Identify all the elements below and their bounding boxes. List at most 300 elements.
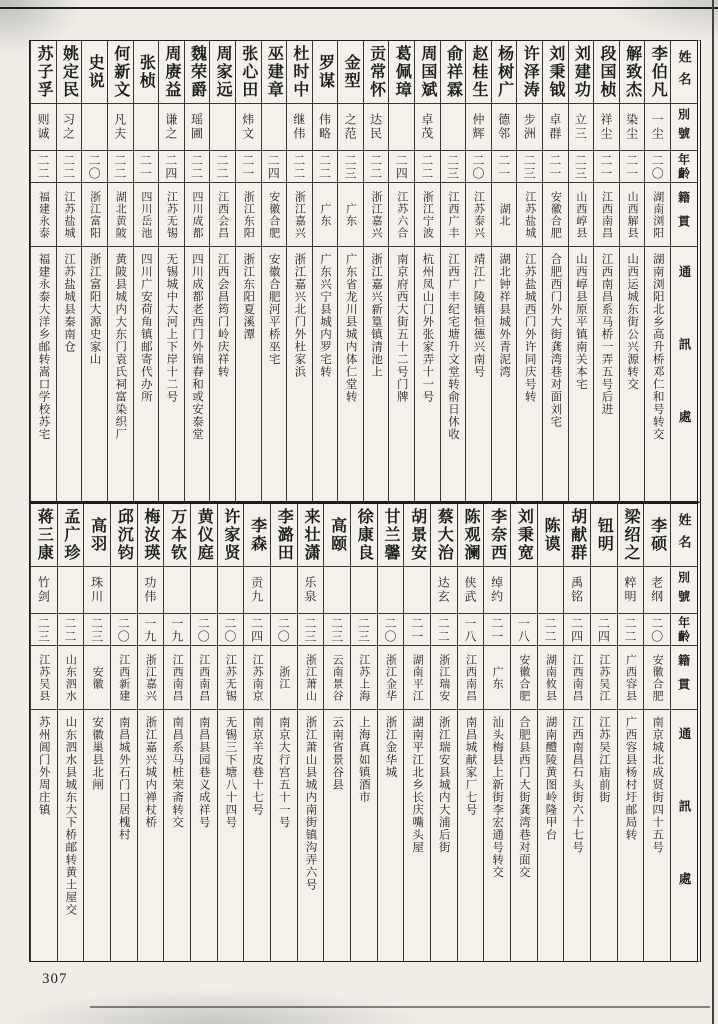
person-alias <box>511 566 537 613</box>
person-age: 二〇 <box>218 613 244 645</box>
entry-column <box>483 504 510 961</box>
person-age: 二四 <box>564 613 590 645</box>
entry-column <box>261 41 287 501</box>
person-address: 苏州阊门外周庄镇 <box>31 709 57 961</box>
column-header-alias: 別號 <box>671 103 697 150</box>
person-address: 四川成都老西门外锦春和或安泰堂 <box>185 246 210 501</box>
entry-column <box>590 504 617 961</box>
person-age: 二二 <box>31 150 56 182</box>
person-native-place: 浙江东阳 <box>236 182 261 246</box>
person-address: 浙江瑞安县城内大浦后街 <box>431 709 457 961</box>
person-age: 二〇 <box>191 613 217 645</box>
person-address: 南京府西大街五十二号门牌 <box>389 246 414 501</box>
person-age: 二三 <box>338 150 363 182</box>
person-address: 上海真如镇酒市 <box>351 709 377 961</box>
person-age: 二二 <box>431 613 457 645</box>
person-alias <box>404 566 430 613</box>
entry-column <box>83 504 110 961</box>
person-alias: 伟略 <box>313 103 338 150</box>
person-address: 江苏盐城县秦南仓 <box>57 246 82 501</box>
person-native-place: 安徽合肥 <box>644 645 670 709</box>
person-address: 南昌县园巷义成祥号 <box>191 709 217 961</box>
person-alias <box>58 566 84 613</box>
person-alias: 炜文 <box>236 103 261 150</box>
person-name: 贡常怀 <box>367 45 385 99</box>
entry-column <box>137 504 164 961</box>
person-age: 二三 <box>569 150 594 182</box>
person-alias: 达民 <box>364 103 389 150</box>
person-name: 解致杰 <box>623 45 641 99</box>
person-age: 二四 <box>262 150 287 182</box>
person-age: 二一 <box>236 150 261 182</box>
person-address: 南昌城献家厂七号 <box>458 709 484 961</box>
person-native-place: 江苏泰兴 <box>466 182 491 246</box>
person-alias: 仲辉 <box>466 103 491 150</box>
person-name: 万本钦 <box>168 508 186 562</box>
person-address: 安徽合肥河平桥巫宅 <box>262 246 287 501</box>
person-native-place: 江西南昌 <box>594 182 619 246</box>
person-name: 刘秉宽 <box>515 508 533 562</box>
person-age: 二三 <box>31 613 57 645</box>
person-address: 江西南昌系马桥一弄五号后进 <box>594 246 619 501</box>
person-age: 二〇 <box>82 150 107 182</box>
person-address: 山西崞县原平镇南关本宅 <box>569 246 594 501</box>
person-age: 二三 <box>517 150 542 182</box>
entry-column <box>57 504 84 961</box>
entry-column <box>542 41 568 501</box>
person-address: 福建永泰大洋乡邮转嵩口学校苏宅 <box>31 246 56 501</box>
person-alias: 习之 <box>57 103 82 150</box>
person-native-place: 湖北黄陂 <box>108 182 133 246</box>
entry-column <box>644 41 670 501</box>
person-name: 史说 <box>86 54 104 90</box>
person-name: 胡景安 <box>408 508 426 562</box>
entry-column <box>403 504 430 961</box>
person-age: 二二 <box>538 613 564 645</box>
person-address: 杭州凤山门外张家弄十一号 <box>415 246 440 501</box>
person-age: 二二 <box>210 150 235 182</box>
person-address: 南昌城外石门口居槐村 <box>111 709 137 961</box>
person-native-place: 浙江嘉兴 <box>364 182 389 246</box>
person-age: 二一 <box>492 150 517 182</box>
person-address: 浙江金华城 <box>378 709 404 961</box>
person-age: 二一 <box>404 613 430 645</box>
entry-column <box>457 504 484 961</box>
person-alias: 珠川 <box>84 566 110 613</box>
person-alias <box>389 103 414 150</box>
entry-column <box>563 504 590 961</box>
person-native-place: 江苏吴江 <box>591 645 617 709</box>
person-address: 南京大行宫五十一号 <box>271 709 297 961</box>
person-name: 陈观澜 <box>461 508 479 562</box>
person-native-place: 浙江萧山 <box>298 645 324 709</box>
person-alias <box>378 566 404 613</box>
person-age: 一八 <box>511 613 537 645</box>
person-native-place: 广西容县 <box>618 645 644 709</box>
person-name: 周家远 <box>214 45 232 99</box>
person-alias <box>591 566 617 613</box>
person-address: 浙江嘉兴新篁镇清池上 <box>364 246 389 501</box>
person-name: 俞祥霖 <box>444 45 462 99</box>
person-address: 南京羊皮巷十七号 <box>244 709 270 961</box>
entry-column <box>209 41 235 501</box>
person-age: 二四 <box>591 613 617 645</box>
column-header-age: 年齡 <box>671 613 697 645</box>
person-age: 二〇 <box>645 150 670 182</box>
person-address: 湖南平江北乡长庆嘴头屋 <box>404 709 430 961</box>
person-alias: 凡夫 <box>108 103 133 150</box>
entry-column <box>297 504 324 961</box>
person-native-place: 浙江金华 <box>378 645 404 709</box>
person-age: 二二 <box>287 150 312 182</box>
entry-column <box>619 41 645 501</box>
person-age: 二三 <box>298 613 324 645</box>
entry-column <box>430 504 457 961</box>
person-name: 胡献群 <box>568 508 586 562</box>
person-address: 广西容县杨村圩邮局转 <box>618 709 644 961</box>
column-header-address: 通訊處 <box>671 246 697 501</box>
person-alias: 老纲 <box>644 566 670 613</box>
person-age: 二一 <box>543 150 568 182</box>
person-native-place: 江苏吴县 <box>31 645 57 709</box>
column-header-native: 籍貫 <box>671 645 697 709</box>
entry-column <box>388 41 414 501</box>
person-alias: 竹剑 <box>31 566 57 613</box>
person-alias <box>164 566 190 613</box>
person-alias: 一尘 <box>645 103 670 150</box>
person-native-place: 浙江嘉兴 <box>138 645 164 709</box>
person-age: 一八 <box>458 613 484 645</box>
person-name: 周赓益 <box>162 45 180 99</box>
person-alias: 之范 <box>338 103 363 150</box>
person-address: 浙江嘉兴北门外杜家浜 <box>287 246 312 501</box>
person-native-place: 浙江瑞安 <box>431 645 457 709</box>
person-address: 汕头梅县上新街李宏通号转交 <box>484 709 510 961</box>
entry-column <box>568 41 594 501</box>
person-alias: 卓茂 <box>415 103 440 150</box>
column-header-alias: 別號 <box>671 566 697 613</box>
person-native-place: 江西会昌 <box>210 182 235 246</box>
person-alias <box>218 566 244 613</box>
person-native-place: 四川岳池 <box>134 182 159 246</box>
person-alias: 禹铭 <box>564 566 590 613</box>
person-name: 许泽涛 <box>521 45 539 99</box>
person-name: 蔡大治 <box>435 508 453 562</box>
person-native-place: 江西南昌 <box>191 645 217 709</box>
person-address: 江苏盐城西门外许同庆号转 <box>517 246 542 501</box>
entry-column <box>377 504 404 961</box>
entry-column <box>440 41 466 501</box>
person-name: 孟广珍 <box>61 508 79 562</box>
person-name: 刘建功 <box>572 45 590 99</box>
person-alias: 祥尘 <box>594 103 619 150</box>
person-alias: 粹明 <box>618 566 644 613</box>
person-address: 无锡三下塘八十四号 <box>218 709 244 961</box>
person-address: 江苏吴江庙前街 <box>591 709 617 961</box>
entry-column <box>30 41 56 501</box>
person-native-place: 江苏无锡 <box>218 645 244 709</box>
entry-column <box>190 504 217 961</box>
entry-column <box>312 41 338 501</box>
person-alias: 德邻 <box>492 103 517 150</box>
person-alias <box>538 566 564 613</box>
entry-column <box>81 41 107 501</box>
person-name: 李伯凡 <box>649 45 667 99</box>
entry-column <box>414 41 440 501</box>
person-name: 高颐 <box>328 517 346 553</box>
entry-column <box>643 504 670 961</box>
person-age: 二〇 <box>644 613 670 645</box>
person-native-place: 江苏盐城 <box>517 182 542 246</box>
person-age: 二一 <box>484 613 510 645</box>
header-column <box>670 41 697 501</box>
person-native-place: 江苏六合 <box>389 182 414 246</box>
entry-column <box>537 504 564 961</box>
person-age: 二二 <box>185 150 210 182</box>
person-age: 二二 <box>415 150 440 182</box>
person-address: 浙江东阳夏溪潭 <box>236 246 261 501</box>
person-age: 二〇 <box>378 613 404 645</box>
person-address: 靖江广陵镇恒德兴南号 <box>466 246 491 501</box>
person-name: 甘兰馨 <box>381 508 399 562</box>
column-header-native: 籍貫 <box>671 182 697 246</box>
person-name: 邱沉钧 <box>115 508 133 562</box>
entry-column <box>516 41 542 501</box>
person-native-place: 江西南昌 <box>564 645 590 709</box>
person-name: 何新文 <box>111 45 129 99</box>
entry-column <box>235 41 261 501</box>
entry-column <box>270 504 297 961</box>
person-age: 二三 <box>84 613 110 645</box>
person-alias: 功伟 <box>138 566 164 613</box>
person-address: 浙江嘉兴城内禅杖桥 <box>138 709 164 961</box>
person-alias: 染尘 <box>620 103 645 150</box>
top-directory-table <box>29 40 701 502</box>
person-native-place: 江西南昌 <box>458 645 484 709</box>
person-age: 二一 <box>134 150 159 182</box>
person-address: 南京城北成贤街四十五号 <box>644 709 670 961</box>
column-header-name: 姓名 <box>676 513 692 557</box>
person-native-place: 浙江 <box>271 645 297 709</box>
entry-column <box>593 41 619 501</box>
person-age: 二〇 <box>466 150 491 182</box>
person-name: 苏子孚 <box>34 45 52 99</box>
entry-column <box>184 41 210 501</box>
person-name: 钮明 <box>595 517 613 553</box>
person-name: 杨树广 <box>495 45 513 99</box>
person-name: 李硕 <box>648 517 666 553</box>
person-name: 段国桢 <box>598 45 616 99</box>
person-native-place: 福建永泰 <box>31 182 56 246</box>
column-header-name: 姓名 <box>676 50 692 94</box>
person-native-place: 安徽合肥 <box>543 182 568 246</box>
entry-column <box>510 504 537 961</box>
person-name: 蒋三康 <box>35 508 53 562</box>
person-name: 黄仪庭 <box>195 508 213 562</box>
header-column <box>670 504 697 961</box>
person-name: 魏荣爵 <box>188 45 206 99</box>
person-native-place: 浙江富阳 <box>82 182 107 246</box>
entry-column <box>158 41 184 501</box>
person-native-place: 江苏无锡 <box>159 182 184 246</box>
entry-column <box>286 41 312 501</box>
person-address: 山东泗水县城东大下桥邮转黄土屋交 <box>58 709 84 961</box>
person-alias <box>111 566 137 613</box>
person-alias: 步洲 <box>517 103 542 150</box>
person-name: 李森 <box>248 517 266 553</box>
entry-column <box>323 504 350 961</box>
person-address: 湖南浏阳北乡高升桥邓仁和号转交 <box>645 246 670 501</box>
person-name: 李奈西 <box>488 508 506 562</box>
person-address: 浙江富阳大源史家山 <box>82 246 107 501</box>
person-alias <box>191 566 217 613</box>
person-alias: 乐泉 <box>298 566 324 613</box>
person-name: 杜时中 <box>290 45 308 99</box>
person-age: 二四 <box>389 150 414 182</box>
person-native-place: 安徽合肥 <box>262 182 287 246</box>
person-alias: 则诚 <box>31 103 56 150</box>
person-name: 周国斌 <box>418 45 436 99</box>
person-alias <box>271 566 297 613</box>
person-address: 广东兴宁县城内罗宅转 <box>313 246 338 501</box>
person-address: 湖北钟祥县城外青泥湾 <box>492 246 517 501</box>
person-native-place: 广东 <box>484 645 510 709</box>
column-header-address: 通訊處 <box>671 709 697 961</box>
person-native-place: 湖南攸县 <box>538 645 564 709</box>
person-name: 姚定民 <box>60 45 78 99</box>
person-alias: 瑶圃 <box>185 103 210 150</box>
person-age: 一九 <box>164 613 190 645</box>
person-native-place: 江苏盐城 <box>57 182 82 246</box>
person-name: 来壮潇 <box>301 508 319 562</box>
entry-column <box>363 41 389 501</box>
person-age: 二二 <box>108 150 133 182</box>
person-alias: 绰约 <box>484 566 510 613</box>
person-address: 黄陂县城内大东门袁氏祠富染织厂 <box>108 246 133 501</box>
person-native-place: 浙江嘉兴 <box>287 182 312 246</box>
entry-column <box>30 504 57 961</box>
person-age: 二二 <box>618 613 644 645</box>
person-age: 二〇 <box>111 613 137 645</box>
person-age: 二四 <box>159 150 184 182</box>
person-age: 二一 <box>620 150 645 182</box>
person-native-place: 安徽合肥 <box>511 645 537 709</box>
entry-column <box>350 504 377 961</box>
person-native-place: 江西新建 <box>111 645 137 709</box>
person-address: 云南省景谷县 <box>324 709 350 961</box>
person-native-place: 山西崞县 <box>569 182 594 246</box>
person-address: 江西南昌石头街六十七号 <box>564 709 590 961</box>
person-native-place: 湖北 <box>492 182 517 246</box>
person-alias <box>210 103 235 150</box>
person-native-place: 浙江宁波 <box>415 182 440 246</box>
person-address: 江西会昌筠门岭庆祥转 <box>210 246 235 501</box>
person-alias <box>82 103 107 150</box>
person-alias <box>351 566 377 613</box>
entry-column <box>217 504 244 961</box>
person-alias <box>324 566 350 613</box>
directory-tables <box>29 40 701 962</box>
person-name: 张心田 <box>239 45 257 99</box>
person-alias: 继伟 <box>287 103 312 150</box>
person-name: 梁绍之 <box>622 508 639 562</box>
person-alias: 谦之 <box>159 103 184 150</box>
person-address: 南昌系马桩荣斋转交 <box>164 709 190 961</box>
person-address: 安徽巢县北闸 <box>84 709 110 961</box>
page-number: 307 <box>42 971 68 987</box>
entry-column <box>107 41 133 501</box>
person-address: 浙江萧山县城内南街镇沟弄六号 <box>298 709 324 961</box>
person-address: 无锡城中大河上下岸十二号 <box>159 246 184 501</box>
person-alias: 贡九 <box>244 566 270 613</box>
person-name: 梅汝瑛 <box>141 508 159 562</box>
person-alias: 卓群 <box>543 103 568 150</box>
bottom-directory-table <box>29 502 701 962</box>
person-native-place: 江苏南京 <box>244 645 270 709</box>
person-native-place: 江西广丰 <box>441 182 466 246</box>
person-age: 二二 <box>364 150 389 182</box>
person-address: 合肥县西门大街龚湾巷对面交 <box>511 709 537 961</box>
person-age: 二四 <box>244 613 270 645</box>
column-header-age: 年齡 <box>671 150 697 182</box>
person-name: 高羽 <box>88 517 106 553</box>
person-age: 二一 <box>594 150 619 182</box>
entry-column <box>110 504 137 961</box>
person-name: 赵桂生 <box>470 45 488 99</box>
entry-column <box>617 504 644 961</box>
entry-column <box>465 41 491 501</box>
entry-column <box>163 504 190 961</box>
entry-column <box>133 41 159 501</box>
person-native-place: 山东泗水 <box>58 645 84 709</box>
person-native-place: 广东 <box>313 182 338 246</box>
person-age: 二二 <box>57 150 82 182</box>
person-alias: 立三 <box>569 103 594 150</box>
entry-column <box>491 41 517 501</box>
person-native-place: 江苏上海 <box>351 645 377 709</box>
person-address: 合肥西门外大街龚湾巷对面刘宅 <box>543 246 568 501</box>
person-name: 刘秉钺 <box>546 45 564 99</box>
person-name: 徐康良 <box>355 508 373 562</box>
person-address: 江西广丰纪宅塘升文堂转俞日休收 <box>441 246 466 501</box>
person-address: 湖南醴陵黄图岭隆甲台 <box>538 709 564 961</box>
person-native-place: 江西南昌 <box>164 645 190 709</box>
entry-column <box>337 41 363 501</box>
person-native-place: 山西解县 <box>620 182 645 246</box>
person-name: 葛佩璋 <box>393 45 411 99</box>
person-name: 许家贤 <box>221 508 239 562</box>
scan-artifact-right-line <box>712 0 714 1024</box>
person-name: 陈谟 <box>541 517 559 553</box>
person-name: 罗谋 <box>316 54 334 90</box>
scan-artifact-top-line <box>0 7 718 9</box>
person-address: 四川广安荷角镇邮寄代办所 <box>134 246 159 501</box>
person-native-place: 湖南平江 <box>404 645 430 709</box>
person-age: 二二 <box>313 150 338 182</box>
person-name: 李潞田 <box>275 508 293 562</box>
person-alias <box>262 103 287 150</box>
person-alias <box>441 103 466 150</box>
person-address: 广东省龙川县城内体仁堂转 <box>338 246 363 501</box>
person-age: 二〇 <box>271 613 297 645</box>
entry-column <box>243 504 270 961</box>
person-native-place: 四川成都 <box>185 182 210 246</box>
entry-column <box>56 41 82 501</box>
person-name: 巫建章 <box>265 45 283 99</box>
person-native-place: 安徽 <box>84 645 110 709</box>
person-age: 二三 <box>441 150 466 182</box>
person-age: 二三 <box>324 613 350 645</box>
